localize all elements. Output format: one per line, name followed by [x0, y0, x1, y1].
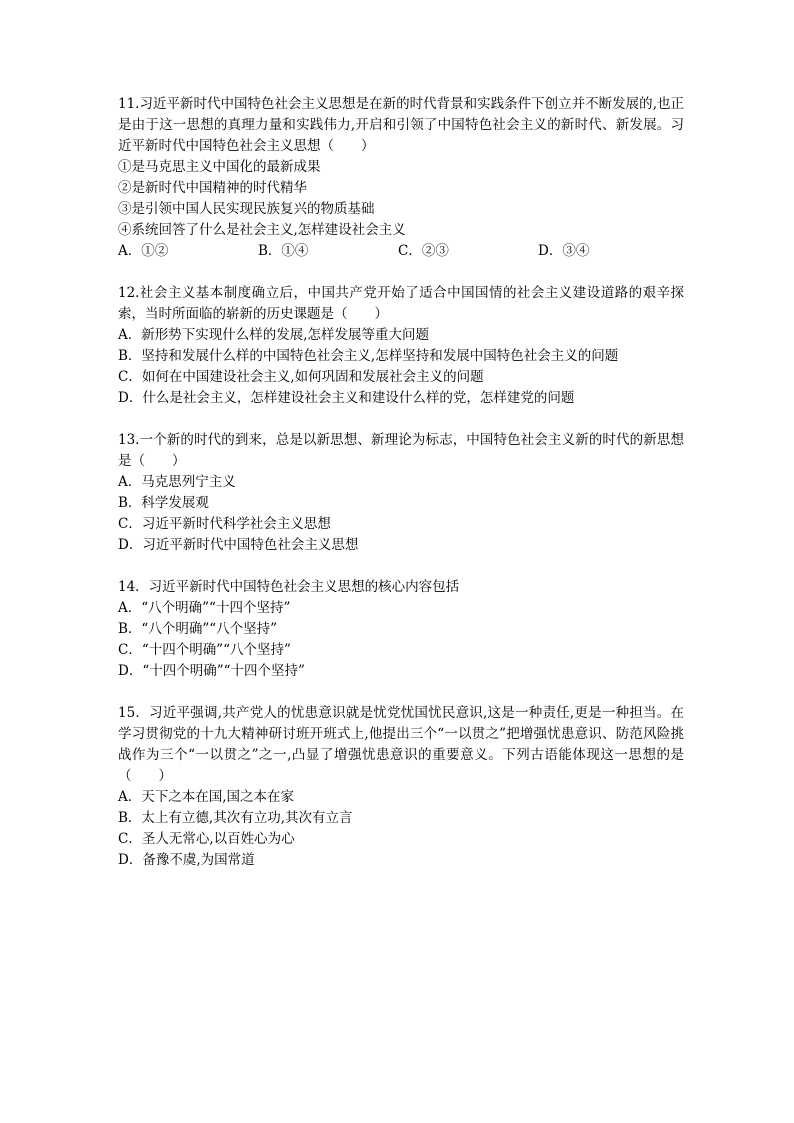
question-12: [118, 283, 684, 409]
question-15: [118, 703, 684, 871]
answer-option-c: C．②③: [398, 243, 449, 259]
answer-option-d: D．什么是社会主义，怎样建设社会主义和建设什么样的党，怎样建党的问题: [118, 390, 575, 406]
answer-option-d: D．习近平新时代中国特色社会主义思想: [118, 537, 359, 553]
answer-option-d: D．备豫不虞,为国常道: [118, 852, 255, 868]
answer-option-a: A．新形势下实现什么样的发展,怎样发展等重大问题: [118, 327, 430, 343]
answer-option-c: C．习近平新时代科学社会主义思想: [118, 516, 331, 532]
question-11: [118, 94, 684, 262]
question-14: [118, 577, 684, 682]
answer-option-a: A．“八个明确”“十四个坚持”: [118, 600, 291, 616]
statement-item: ③是引领中国人民实现民族复兴的物质基础: [118, 201, 375, 217]
answer-option-c: C．“十四个明确”“八个坚持”: [118, 642, 291, 658]
question-stem: 12.社会主义基本制度确立后，中国共产党开始了适合中国国情的社会主义建设道路的艰辛探索，当时所面临的崭新的历史课题是（ ）: [118, 285, 684, 322]
question-13: [118, 430, 684, 556]
answer-option-b: B．太上有立德,其次有立功,其次有立言: [118, 810, 353, 826]
question-stem: 14．习近平新时代中国特色社会主义思想的核心内容包括: [118, 579, 460, 595]
answer-option-b: B．“八个明确”“八个坚持”: [118, 621, 278, 637]
answer-options-row: [118, 241, 684, 262]
statement-item: ④系统回答了什么是社会主义,怎样建设社会主义: [118, 222, 406, 238]
answer-option-b: B．科学发展观: [118, 495, 209, 511]
answer-option-d: D．“十四个明确”“十四个坚持”: [118, 663, 305, 679]
statement-item: ①是马克思主义中国化的最新成果: [118, 159, 321, 175]
answer-option-a: A．①②: [118, 243, 169, 259]
answer-option-a: A．天下之本在国,国之本在家: [118, 789, 295, 805]
answer-option-b: B．①④: [258, 243, 309, 259]
answer-option-a: A．马克思列宁主义: [118, 474, 236, 490]
question-stem: 11.习近平新时代中国特色社会主义思想是在新的时代背景和实践条件下创立并不断发展的,也正是由于这一思想的真理力量和实践伟力,开启和引领了中国特色社会主义的新时代、新发展。习近平新时代中国特色社会主义思想（ ）: [118, 96, 684, 154]
answer-option-b: B．坚持和发展什么样的中国特色社会主义,怎样坚持和发展中国特色社会主义的问题: [118, 348, 619, 364]
answer-option-d: D．③④: [538, 243, 590, 259]
answer-option-c: C．圣人无常心,以百姓心为心: [118, 831, 295, 847]
question-stem: 13.一个新的时代的到来，总是以新思想、新理论为标志，中国特色社会主义新的时代的新思想是（ ）: [118, 432, 684, 469]
answer-option-c: C．如何在中国建设社会主义,如何巩固和发展社会主义的问题: [118, 369, 484, 385]
question-stem: 15．习近平强调,共产党人的忧患意识就是忧党忧国忧民意识,这是一种责任,更是一种担当。在学习贯彻党的十九大精神研讨班开班式上,他提出三个“一以贯之”把增强忧患意识、防范风险挑战作为三个“一以贯之”之一,凸显了增强忧患意识的重要意义。下列古语能体现这一思想的是（ ）: [118, 705, 684, 784]
statement-item: ②是新时代中国精神的时代精华: [118, 180, 307, 196]
exam-page: [118, 94, 684, 892]
